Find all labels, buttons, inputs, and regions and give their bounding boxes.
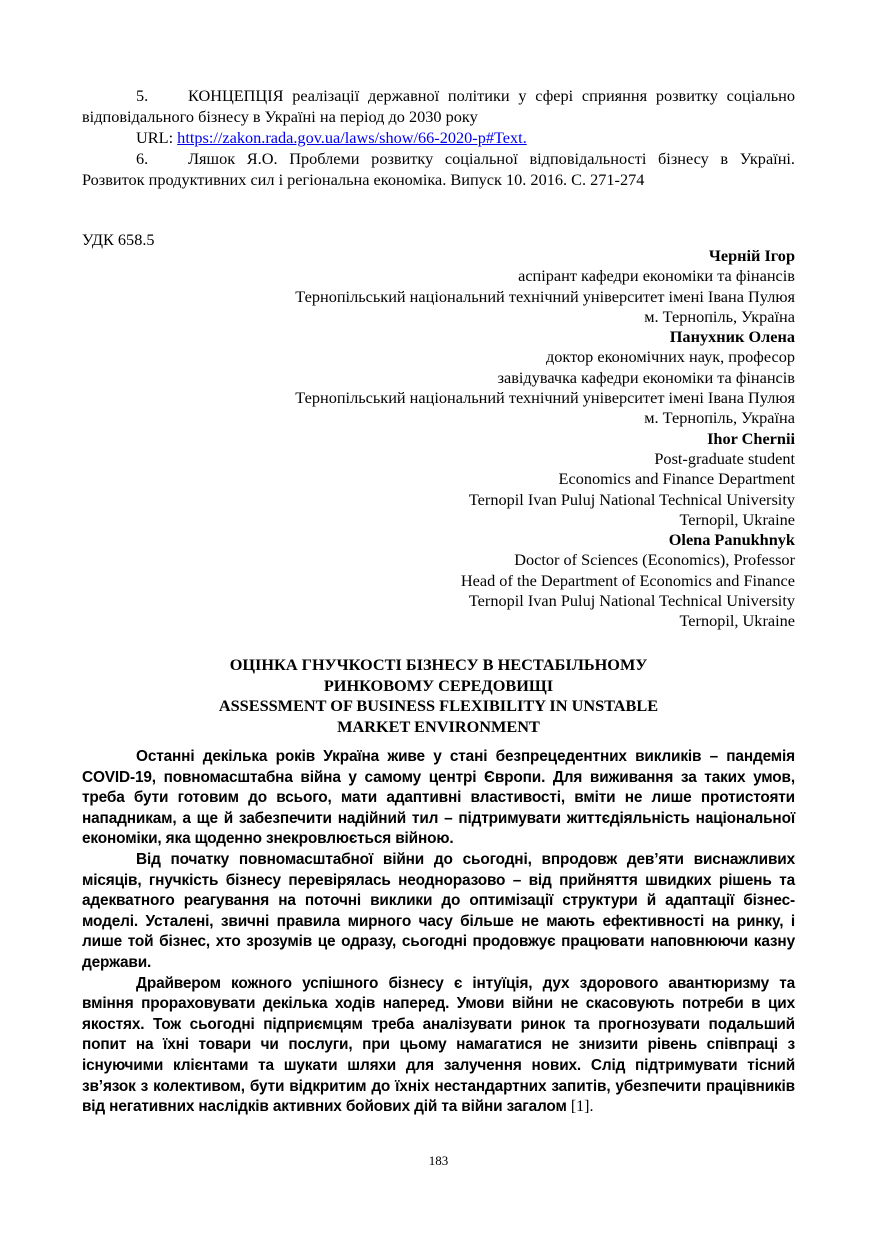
reference-text: Ляшок Я.О. Проблеми розвитку соціальної відповідальності бізнесу в Україні. Розвиток продуктивних сил і регіональна економіка. Випуск 10. 2016. С. 271-274 — [82, 149, 795, 189]
author-affiliation: Ternopil Ivan Puluj National Technical University — [468, 591, 795, 611]
reference-number: 6. — [136, 149, 149, 168]
author-name: Черній Ігор — [708, 246, 795, 265]
author-name: Olena Panukhnyk — [668, 530, 795, 550]
body-paragraph: Останні декілька років Україна живе у стані безпрецедентних викликів – пандемія COVID-19, повномасштабна війна у самому центрі Європи. Для виживання за таких умов, треба бути готовим до всього, мати адаптивні властивості, вміти не лише протистояти нападникам, а ще й забезпечити надійний тил – підтримувати життєдіяльність національної економіки, яка щоденно знекровлюється війною. — [82, 748, 795, 848]
page-number: 183 — [428, 1153, 449, 1168]
title-ua-line-2: РИНКОВОМУ СЕРЕДОВИЩІ — [323, 675, 554, 695]
body-paragraph — [82, 974, 795, 1118]
author-block — [82, 246, 795, 632]
author-affiliation: Тернопільський національний технічний університет імені Івана Пулюя — [295, 286, 795, 306]
citation: [1]. — [570, 1098, 594, 1116]
author-position: завідувачка кафедри економіки та фінансів — [497, 367, 795, 387]
title-ua-line-1: ОЦІНКА ГНУЧКОСТІ БІЗНЕСУ В НЕСТАБІЛЬНОМУ — [229, 655, 648, 674]
author-city: м. Тернопіль, Україна — [644, 306, 795, 326]
author-position: Head of the Department of Economics and Finance — [460, 570, 795, 590]
author-city: Ternopil, Ukraine — [679, 611, 795, 631]
author-position: аспірант кафедри економіки та фінансів — [518, 266, 795, 286]
author-city: Ternopil, Ukraine — [679, 509, 795, 529]
paragraph-text: Драйвером кожного успішного бізнесу є інтуїція, дух здорового авантюризму та вміння прораховувати декілька ходів наперед. Умови війни не скасовують потреби в цих якостях. Тож сьогодні підприємцям треба аналізувати ринок та прогнозувати подальший попит на їхні товари чи послуги, при цьому намагатися не знизити рівень співпраці з існуючими клієнтами та шукати шляхи для залучення нових. Слід підтримувати тісний зв’язок з колективом, бути відкритим до їхніх нестандартних запитів, убезпечити працівників від негативних наслідків активних бойових дій та війни загалом — [82, 974, 795, 1116]
author-city: м. Тернопіль, Україна — [644, 408, 795, 428]
author-department: Economics and Finance Department — [558, 469, 795, 489]
body-text — [82, 747, 795, 1118]
title-en-line-1: ASSESSMENT OF BUSINESS FLEXIBILITY IN UNSTABLE — [218, 696, 659, 715]
body-paragraph: Від початку повномасштабної війни до сьогодні, впродовж дев’яти виснажливих місяців, гнучкість бізнесу перевірялась неодноразово – від прийняття швидких рішень та адекватного реагування на поточні виклики до оптимізації структури й адаптації бізнес-моделі. Усталені, звичні правила мирного часу більше не мають ефективності на ринку, і лише той бізнес, хто зрозумів це одразу, сьогодні продовжує працювати наповнюючи казну держави. — [82, 850, 795, 971]
author-position: Post-graduate student — [654, 448, 795, 468]
reference-number: 5. — [136, 86, 149, 105]
author-affiliation: Тернопільський національний технічний університет імені Івана Пулюя — [295, 388, 795, 408]
author-affiliation: Ternopil Ivan Puluj National Technical University — [468, 489, 795, 509]
paper-title — [82, 655, 795, 737]
author-name: Ihor Chernii — [707, 428, 795, 448]
udk-code: УДК 658.5 — [82, 230, 155, 249]
url-label: URL: — [136, 128, 174, 147]
reference-text: КОНЦЕПЦІЯ реалізації державної політики у сфері сприяння розвитку соціально відповідального бізнесу в Україні на період до 2030 року — [82, 86, 795, 126]
reference-link[interactable]: https://zakon.rada.gov.ua/laws/show/66-2020-p#Text. — [177, 128, 527, 147]
author-degree: Doctor of Sciences (Economics), Professor — [514, 550, 795, 570]
reference-5 — [82, 85, 795, 148]
author-name: Панухник Олена — [669, 327, 795, 347]
title-en-line-2: MARKET ENVIRONMENT — [337, 716, 540, 736]
reference-6 — [82, 148, 795, 190]
author-degree: доктор економічних наук, професор — [545, 347, 795, 367]
